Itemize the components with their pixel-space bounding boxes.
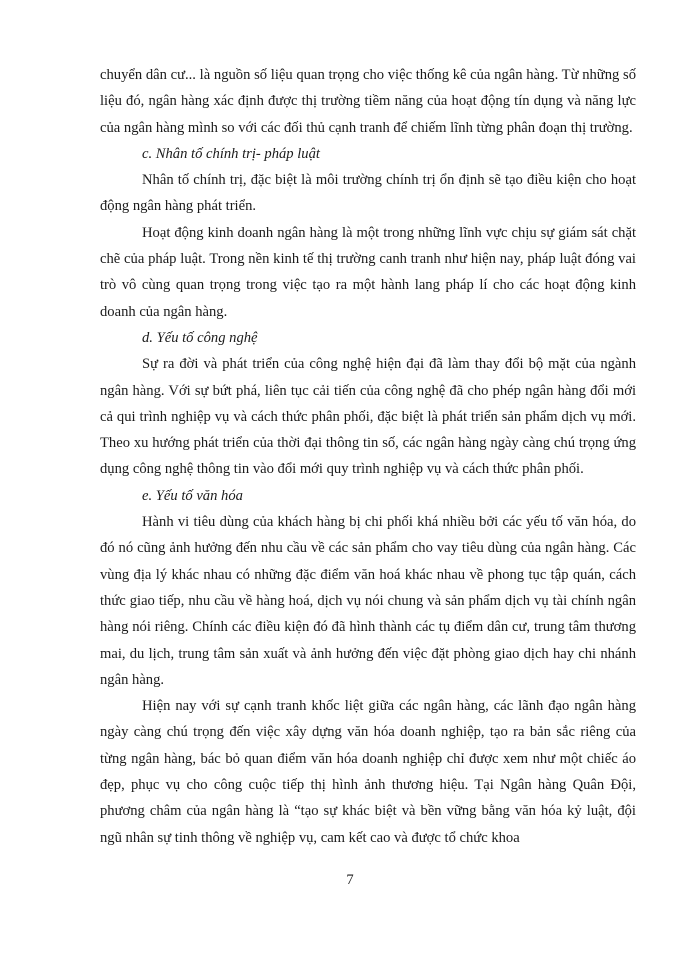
paragraph-culture-2: Hiện nay với sự cạnh tranh khốc liệt giữa các ngân hàng, các lãnh đạo ngân hàng ngày càng chú trọng đến việc xây dựng văn hóa doanh nghiệp, tạo ra bản sắc riêng của từng ngân hàng, bác bỏ quan điểm văn hóa doanh nghiệp chỉ được xem như một chiếc áo đẹp, phục vụ cho công cuộc tiếp thị hình ảnh thương hiệu. Tại Ngân hàng Quân Đội, phương châm của ngân hàng là “tạo sự khác biệt và bền vững bằng văn hóa kỷ luật, đội ngũ nhân sự tinh thông về nghiệp vụ, cam kết cao và được tổ chức khoa xyxy=(100,698,636,846)
paragraph-culture-1: Hành vi tiêu dùng của khách hàng bị chi phối khá nhiều bởi các yếu tố văn hóa, do đó nó cũng ảnh hưởng đến nhu cầu về các sản phẩm cho vay tiêu dùng của ngân hàng. Các vùng địa lý khác nhau có những đặc điểm văn hoá khác nhau về phong tục tập quán, cách thức giao tiếp, nhu cầu về hàng hoá, dịch vụ nói chung và sản phẩm dịch vụ tài chính ngân hàng nói riêng. Chính các điều kiện đó đã hình thành các tụ điểm dân cư, trung tâm thương mai, du lịch, trung tâm sản xuất và ảnh hưởng đến việc đặt phòng giao dịch hay chi nhánh ngân hàng. xyxy=(100,514,636,688)
paragraph-politics-2: Hoạt động kinh doanh ngân hàng là một trong những lĩnh vực chịu sự giám sát chặt chẽ của pháp luật. Trong nền kinh tế thị trường canh tranh như hiện nay, pháp luật đóng vai trò vô cùng quan trọng trong việc tạo ra một hành lang pháp lí cho các hoạt động kinh doanh của ngân hàng. xyxy=(100,224,636,320)
paragraph-technology: Sự ra đời và phát triển của công nghệ hiện đại đã làm thay đổi bộ mặt của ngành ngân hàng. Với sự bứt phá, liên tục cải tiến của công nghệ đã cho phép ngân hàng đổi mới cả qui trình nghiệp vụ và cách thức phân phối, đặc biệt là phát triển sản phẩm dịch vụ mới. Theo xu hướng phát triển của thời đại thông tin số, các ngân hàng ngày càng chú trọng ứng dụng công nghệ thông tin vào đổi mới quy trình nghiệp vụ và cách thức phân phối. xyxy=(100,356,636,478)
document-page xyxy=(100,62,636,851)
paragraph-politics-1: Nhân tố chính trị, đặc biệt là môi trường chính trị ổn định sẽ tạo điều kiện cho hoạt động ngân hàng phát triển. xyxy=(100,172,636,215)
page-number: 7 xyxy=(346,872,354,888)
section-heading-e: e. Yếu tố văn hóa xyxy=(142,487,243,504)
paragraph-continuation: chuyển dân cư... là nguồn số liệu quan trọng cho việc thống kê của ngân hàng. Từ những số liệu đó, ngân hàng xác định được thị trường tiềm năng của hoạt động tín dụng và năng lực của ngân hàng mình so với các đối thủ cạnh tranh để chiếm lĩnh từng phân đoạn thị trường. xyxy=(100,67,636,136)
section-heading-d: d. Yếu tố công nghệ xyxy=(142,329,258,346)
section-heading-c: c. Nhân tố chính trị- pháp luật xyxy=(142,145,320,162)
